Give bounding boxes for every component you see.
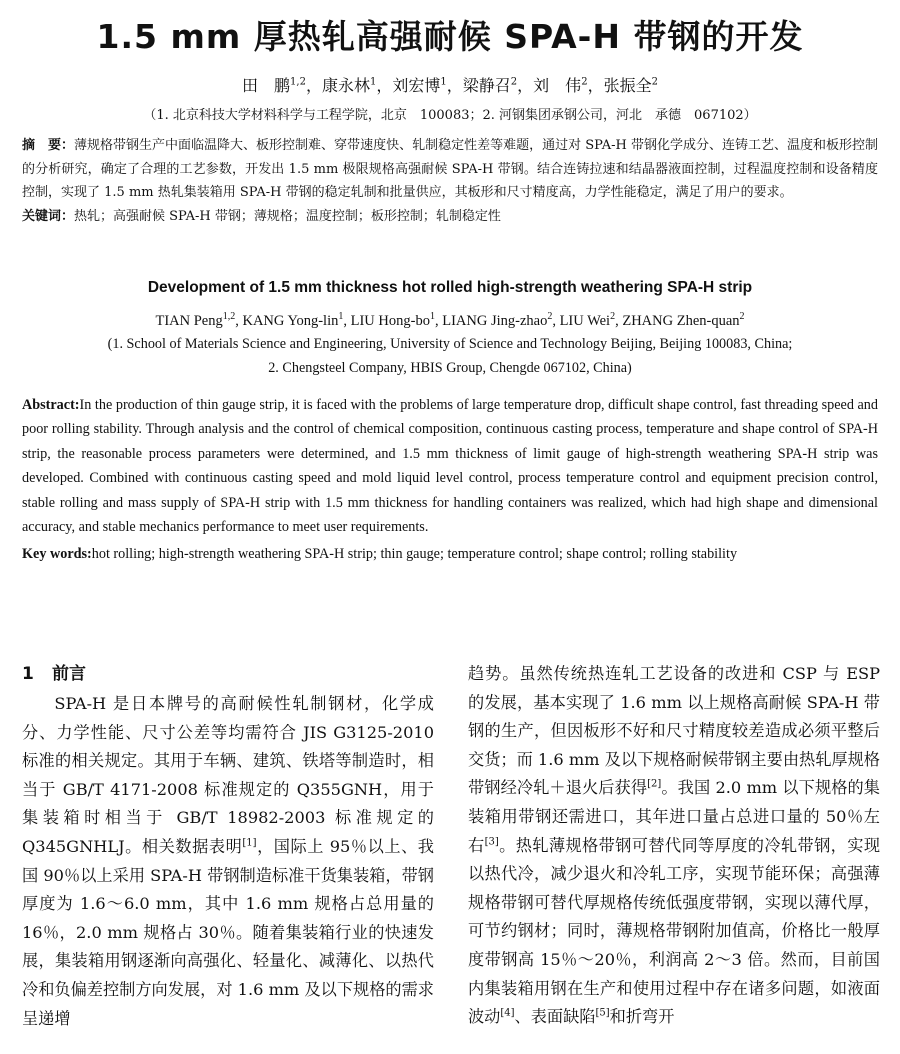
en-author-separator: , (615, 312, 623, 329)
cn-author-name: 田 鹏 (242, 76, 291, 95)
cn-author-separator: ， (517, 76, 534, 95)
en-author-name: LIANG Jing-zhao (442, 312, 548, 329)
en-author-separator: , (235, 312, 243, 329)
body-text-run: ，国际上 95％以上、我国 90％以上采用 SPA-H 带钢制造标准干货集装箱，带钢厚度为 1.6～6.0 mm，其中 1.6 mm 规格占总用量的 16％，2.0 mm 规格占 30％。随着集装箱行业的快速发展，集装箱用钢逐渐向高强化、轻量化、减薄化、以热代冷和负偏差控制方向发展，对 1.6 mm 及以下规格的需求呈递增 (22, 836, 434, 1028)
body-columns (22, 660, 880, 1054)
cn-authors (22, 74, 878, 98)
body-text-run: 。热轧薄规格带钢可替代同等厚度的冷轧带钢，实现以热代冷，减少退火和冷轧工序，实现节能环保；高强薄规格带钢可替代厚规格传统低强度带钢，实现以薄代厚，可节约钢材；同时，薄规格带钢附加值高，价格比一般厚度带钢高 15％～20％，利润高 2～3 倍。然而，目前国内集装箱用钢在生产和使用过程中存在诸多问题，如液面波动 (468, 835, 881, 1027)
en-author-name: TIAN Peng (155, 312, 223, 329)
citation-mark: [1] (242, 837, 257, 849)
cn-keywords (22, 205, 878, 228)
en-author-affiliation-mark: 1 (338, 310, 344, 322)
body-column-left (22, 660, 434, 1033)
en-author-name: KANG Yong-lin (242, 312, 339, 329)
en-abstract (22, 393, 878, 541)
cn-keywords-text: 热轧；高强耐候 SPA-H 带钢；薄规格；温度控制；板形控制；轧制稳定性 (74, 208, 501, 224)
en-author-affiliation-mark: 1 (429, 310, 435, 322)
en-author-separator: , (434, 312, 443, 329)
cn-author-affiliation-mark: 1 (440, 76, 447, 88)
en-title: Development of 1.5 mm thickness hot rolled high-strength weathering SPA-H strip (147, 278, 753, 296)
section-title: 前言 (52, 664, 86, 684)
cn-title: 1.5 mm 厚热轧高强耐候 SPA-H 带钢的开发 (96, 17, 804, 56)
en-keywords (22, 542, 878, 566)
cn-author-name: 刘宏博 (392, 76, 441, 95)
cn-author-separator: ， (305, 76, 322, 95)
en-author-separator: , (552, 312, 560, 329)
cn-author-affiliation-mark: 2 (510, 76, 518, 88)
body-text-run: 。我国 2.0 mm 以下规格的集装箱用带钢还需进口，其年进口量占总进口量的 50％左右 (468, 778, 880, 855)
en-author-affiliation-mark: 1,2 (222, 310, 236, 322)
en-abstract-label: Abstract: (22, 396, 80, 413)
cn-author-name: 张振全 (603, 76, 652, 95)
cn-author-affiliation-mark: 2 (651, 76, 658, 88)
en-keywords-text: hot rolling; high-strength weathering SPA-H strip; thin gauge; temperature control; shape control; rolling stability (91, 546, 738, 563)
en-author-affiliation-mark: 2 (547, 310, 553, 322)
en-abstract-text: In the production of thin gauge strip, it is faced with the problems of large temperature drop, difficult shape control, fast threading speed and poor rolling stability. Through analysis and the control of chemical composition, continuous casting process, temperature and shape control of SPA-H strip, the reasonable process parameters were determined, and 1.5 mm thickness of limit gauge of high-strength weathering SPA-H strip was developed. Combined with continuous casting speed and mold liquid level control, process temperature control and equipment precision control, stable rolling and mass supply of SPA-H strip with 1.5 mm thickness for handling containers was realized, which had high shape and dimensional accuracy, and stable mechanics performance to meet user requirements. (22, 396, 878, 536)
cn-abstract-label: 摘 要： (22, 138, 75, 153)
body-text-run: 、表面缺陷 (514, 1007, 596, 1027)
cn-author-separator: ， (376, 76, 393, 95)
cn-keywords-label: 关键词： (22, 208, 75, 224)
en-affiliation-line1: (1. School of Materials Science and Engineering, University of Science and Technology Beijing, Beijing 100083, China; (107, 335, 793, 352)
cn-author-affiliation-mark: 1,2 (290, 76, 306, 88)
en-keywords-label: Key words: (22, 546, 92, 563)
en-author-separator: , (343, 312, 351, 329)
cn-author-name: 刘 伟 (533, 76, 582, 95)
section-number: 1 (22, 664, 34, 684)
body-column-right (468, 660, 880, 1032)
en-author-affiliation-mark: 2 (739, 310, 745, 322)
cn-abstract (22, 134, 878, 205)
citation-mark: [5] (595, 1007, 610, 1019)
body-text-run: 和折弯开 (609, 1007, 675, 1027)
body-text-run: SPA-H 是日本牌号的高耐候性轧制钢材，化学成分、力学性能、尺寸公差等均需符合 JIS G3125-2010 标准的相关规定。其用于车辆、建筑、铁塔等制造时，相当于 GB/T 4171-2008 标准规定的 Q355GNH，用于集装箱时相当于 GB/T 18982-2003 标准规定的 Q345GNHLJ。相关数据表明 (22, 694, 434, 856)
citation-mark: [2] (647, 778, 662, 790)
en-author-affiliation-mark: 2 (610, 310, 616, 322)
en-author-name: ZHANG Zhen-quan (622, 312, 740, 329)
citation-mark: [3] (484, 836, 499, 848)
en-affiliation-line2: 2. Chengsteel Company, HBIS Group, Chengde 067102, China) (268, 359, 632, 376)
citation-mark: [4] (500, 1007, 515, 1019)
cn-author-separator: ， (446, 76, 463, 95)
cn-author-name: 梁静召 (462, 76, 511, 95)
en-authors (22, 310, 878, 332)
cn-abstract-text: 薄规格带钢生产中面临温降大、板形控制难、穿带速度快、轧制稳定性差等难题，通过对 SPA-H 带钢化学成分、连铸工艺、温度和板形控制的分析研究，确定了合理的工艺参数，开发出 1.5 mm 极限规格高强耐候 SPA-H 带钢。结合连铸拉速和结晶器液面控制，过程温度控制和设备精度控制，实现了 1.5 mm 热轧集装箱用 SPA-H 带钢的稳定轧制和批量供应，其板形和尺寸精度高，力学性能稳定，满足了用户的要求。 (22, 138, 878, 200)
section-heading (22, 660, 434, 688)
cn-author-separator: ， (587, 76, 604, 95)
body-paragraph-right (468, 660, 880, 1032)
cn-author-name: 康永林 (321, 76, 370, 95)
body-paragraph-left (22, 690, 434, 1033)
en-author-name: LIU Wei (559, 312, 611, 329)
cn-author-affiliation-mark: 2 (581, 76, 588, 88)
en-author-name: LIU Hong-bo (350, 312, 430, 329)
cn-author-affiliation-mark: 1 (369, 76, 377, 88)
body-text-run: 趋势。虽然传统热连轧工艺设备的改进和 CSP 与 ESP 的发展，基本实现了 1.6 mm 以上规格高耐候 SPA-H 带钢的生产，但因板形不好和尺寸精度较差造成必须平整后交货；而 1.6 mm 及以下规格耐候带钢主要由热轧厚规格带钢经冷轧＋退火后获得 (468, 664, 880, 798)
cn-affiliation: （1. 北京科技大学材料科学与工程学院，北京 100083；2. 河钢集团承钢公司，河北 承德 067102） (143, 108, 757, 123)
